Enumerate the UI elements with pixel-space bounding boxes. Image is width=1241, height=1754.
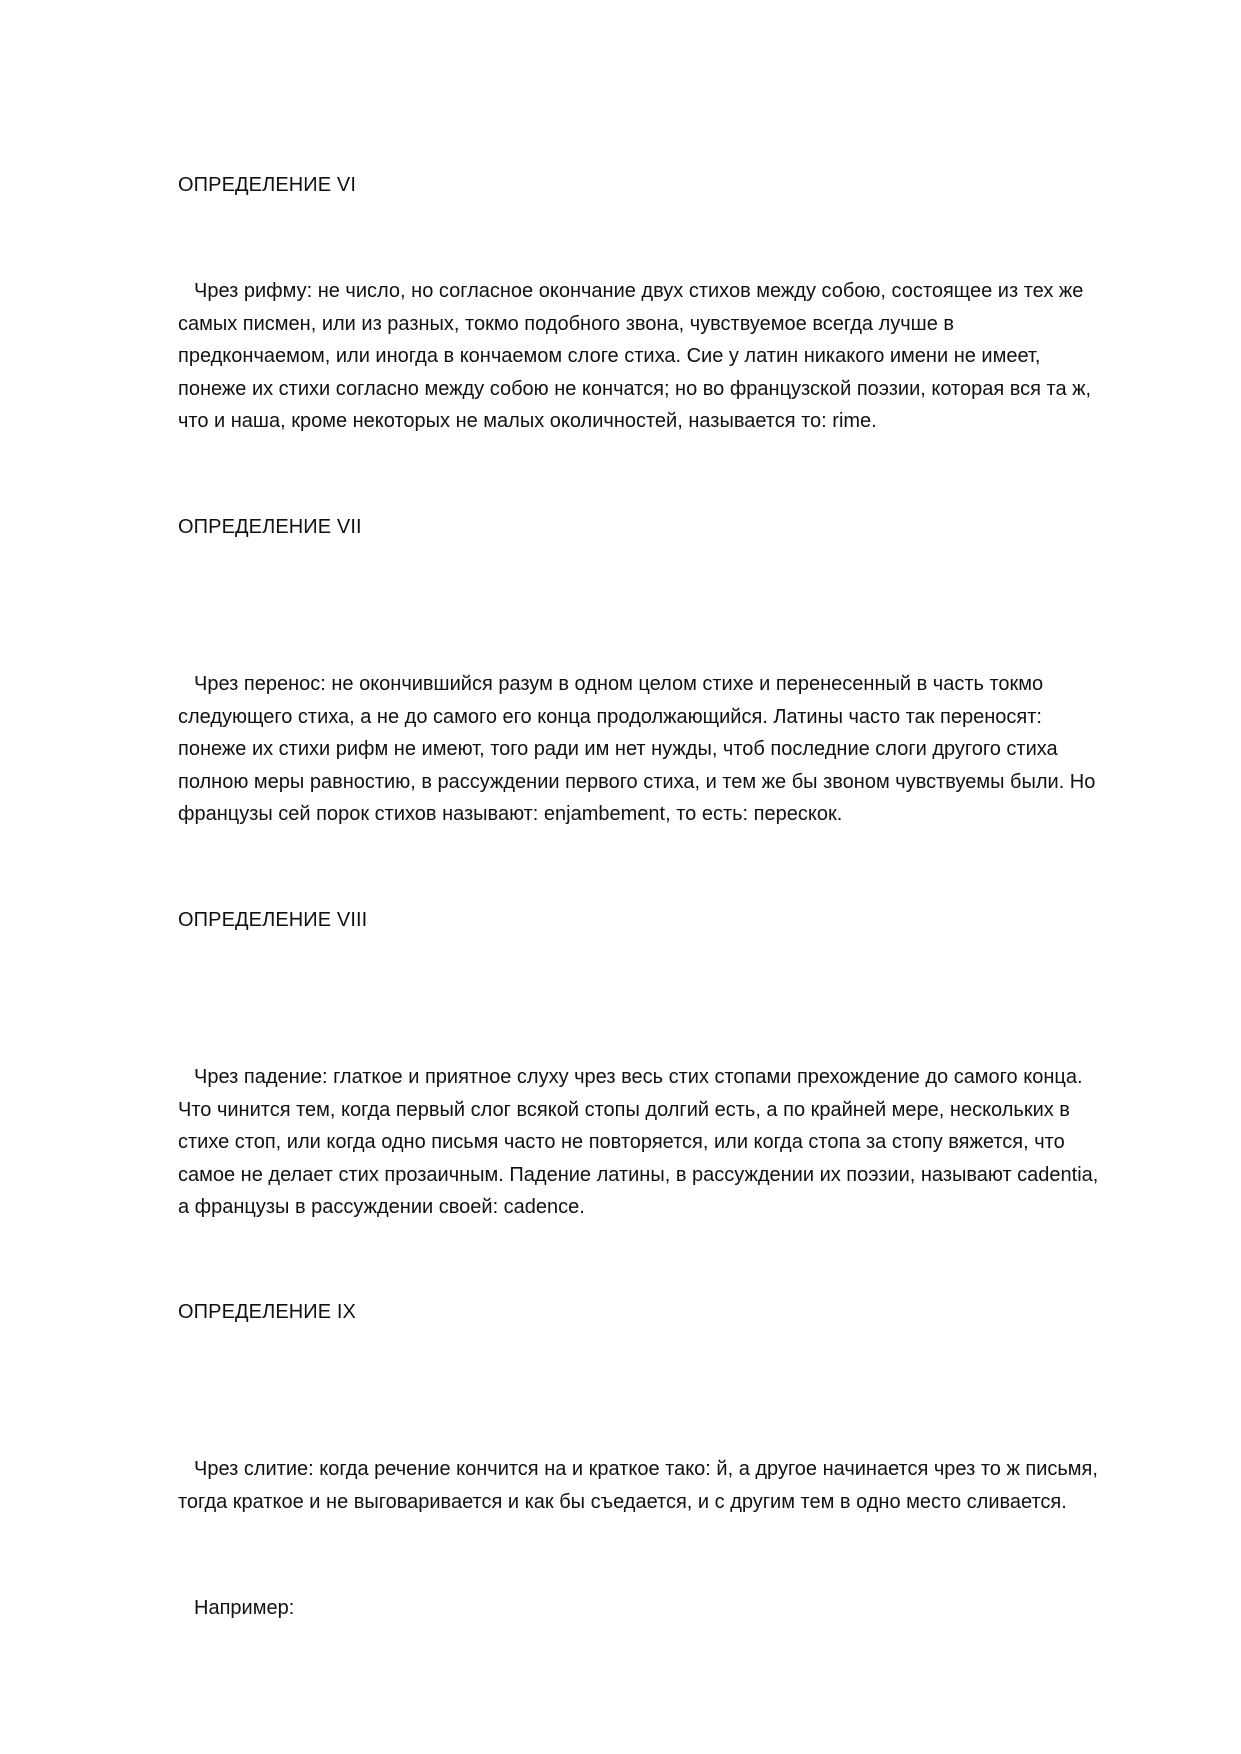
paragraph-line: самое не делает стих прозаичным. Падение латины, в рассуждении их поэзии, называют cadentia, bbox=[178, 1163, 1099, 1186]
section-paragraph-6 bbox=[178, 275, 1158, 438]
section-heading-9: ОПРЕДЕЛЕНИЕ IX bbox=[178, 1301, 356, 1323]
paragraph-line: самых писмен, или из разных, токмо подобного звона, чувствуемое всегда лучше в bbox=[178, 312, 955, 335]
section-paragraph-8 bbox=[178, 1061, 1158, 1224]
section-heading-6: ОПРЕДЕЛЕНИЕ VI bbox=[178, 174, 356, 196]
paragraph-line: предкончаемом, или иногда в кончаемом слоге стиха. Сие у латин никакого имени не имеет, bbox=[178, 345, 1041, 367]
paragraph-line: Чрез падение: глаткое и приятное слуху чрез весь стих стопами прехождение до самого конца. bbox=[194, 1066, 1083, 1088]
paragraph-line: стихе стоп, или когда одно письмя часто не повторяется, или когда стопа за стопу вяжется, что bbox=[178, 1131, 1065, 1153]
section-paragraph-9 bbox=[178, 1453, 1158, 1518]
paragraph-line: понеже их стихи согласно между собою не кончатся; но во французской поэзии, которая вся та ж, bbox=[178, 377, 1092, 400]
paragraph-line: Что чинится тем, когда первый слог всякой стопы долгий есть, а по крайней мере, нескольких в bbox=[178, 1098, 1070, 1121]
paragraph-line: следующего стиха, а не до самого его конца продолжающийся. Латины часто так переносят: bbox=[178, 705, 1042, 728]
example-label-text: Например: bbox=[194, 1597, 295, 1619]
section-paragraph-7 bbox=[178, 668, 1158, 831]
paragraph-line: Чрез слитие: когда речение кончится на и краткое тако: й, а другое начинается чрез то ж письмя, bbox=[194, 1458, 1098, 1480]
section-heading-8: ОПРЕДЕЛЕНИЕ VIII bbox=[178, 909, 368, 931]
paragraph-line: Чрез перенос: не окончившийся разум в одном целом стихе и перенесенный в часть токмо bbox=[194, 673, 1044, 695]
paragraph-line: а французы в рассуждении своей: cadence. bbox=[178, 1196, 585, 1218]
paragraph-line: французы сей порок стихов называют: enjambement, то есть: перескок. bbox=[178, 803, 843, 825]
paragraph-line: что и наша, кроме некоторых не малых околичностей, называется то: rime. bbox=[178, 410, 877, 432]
paragraph-line: Чрез рифму: не число, но согласное окончание двух стихов между собою, состоящее из тех же bbox=[194, 280, 1084, 302]
example-label bbox=[178, 1592, 1158, 1625]
paragraph-line: понеже их стихи рифм не имеют, того ради им нет нужды, чтоб последние слоги другого стиха bbox=[178, 738, 1058, 760]
paragraph-line: полною меры равностию, в рассуждении первого стиха, и тем же бы звоном чувствуемы были. Но bbox=[178, 770, 1096, 793]
section-heading-7: ОПРЕДЕЛЕНИЕ VII bbox=[178, 516, 362, 538]
paragraph-line: тогда краткое и не выговаривается и как бы съедается, и с другим тем в одно место сливается. bbox=[178, 1490, 1067, 1513]
